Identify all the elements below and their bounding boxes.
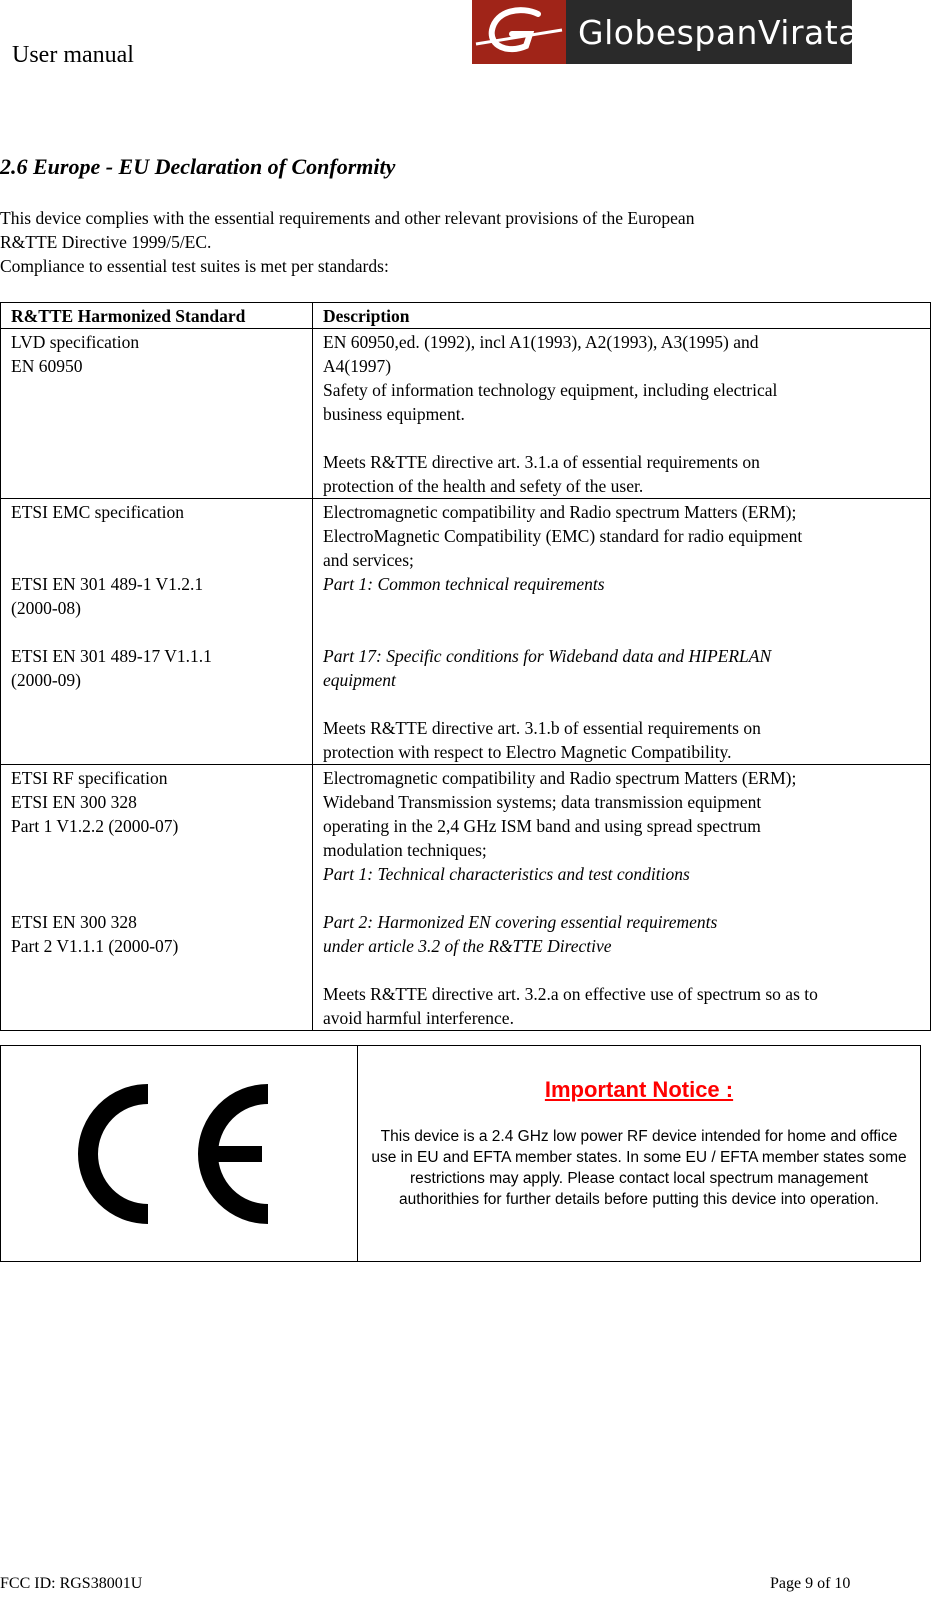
logo-swirl-icon <box>472 0 566 64</box>
important-notice-box <box>0 1045 921 1262</box>
standard-line: LVD specification <box>11 332 140 352</box>
column-header-standard: R&TTE Harmonized Standard <box>1 303 313 329</box>
footer-fcc-id: FCC ID: RGS38001U <box>0 1575 143 1592</box>
description-cell <box>313 329 931 499</box>
description-line: Wideband Transmission systems; data transmission equipment <box>323 792 762 812</box>
standard-cell <box>1 329 313 499</box>
description-line: Part 2: Harmonized EN covering essential requirements <box>323 912 718 932</box>
description-line: Part 1: Common technical requirements <box>323 574 605 594</box>
standard-line: ETSI EN 301 489-1 V1.2.1 <box>11 574 204 594</box>
standard-line: ETSI EN 300 328 <box>11 912 137 932</box>
description-line: avoid harmful interference. <box>323 1008 514 1028</box>
standard-line <box>11 620 302 644</box>
table-row <box>1 499 931 765</box>
description-line <box>323 958 920 982</box>
standard-line: Part 2 V1.1.1 (2000-07) <box>11 936 179 956</box>
description-line: ElectroMagnetic Compatibility (EMC) standard for radio equipment <box>323 526 803 546</box>
ce-mark-label: CE <box>179 1159 181 1161</box>
standard-line: (2000-09) <box>11 670 81 690</box>
document-header-title: User manual <box>12 42 134 68</box>
ce-mark-cell <box>1 1046 358 1261</box>
description-line <box>323 886 920 910</box>
standard-line <box>11 524 302 548</box>
section-heading: 2.6 Europe - EU Declaration of Conformity <box>0 154 396 179</box>
description-cell <box>313 499 931 765</box>
standard-line: ETSI EN 301 489-17 V1.1.1 <box>11 646 212 666</box>
description-line: protection of the health and sefety of the user. <box>323 476 644 496</box>
description-line: operating in the 2,4 GHz ISM band and using spread spectrum <box>323 816 761 836</box>
intro-line: This device complies with the essential requirements and other relevant provisions of the European <box>0 208 695 228</box>
standard-line <box>11 862 302 886</box>
notice-text-cell <box>358 1046 920 1261</box>
standard-line: ETSI EN 300 328 <box>11 792 137 812</box>
description-line: equipment <box>323 670 396 690</box>
description-line: Meets R&TTE directive art. 3.2.a on effective use of spectrum so as to <box>323 984 818 1004</box>
table-header-row <box>1 303 931 329</box>
description-line <box>323 426 920 450</box>
description-line <box>323 692 920 716</box>
description-line: and services; <box>323 550 414 570</box>
standards-table <box>0 302 931 1031</box>
standard-line <box>11 886 302 910</box>
description-line: Meets R&TTE directive art. 3.1.a of essential requirements on <box>323 452 760 472</box>
description-line: A4(1997) <box>323 356 392 376</box>
intro-paragraph <box>0 206 900 278</box>
standard-line: ETSI EMC specification <box>11 502 185 522</box>
notice-title: Important Notice : <box>544 1077 734 1102</box>
description-line: under article 3.2 of the R&TTE Directive <box>323 936 612 956</box>
description-line: Part 17: Specific conditions for Wideband data and HIPERLAN <box>323 646 772 666</box>
description-line: Electromagnetic compatibility and Radio spectrum Matters (ERM); <box>323 768 797 788</box>
description-line: protection with respect to Electro Magnetic Compatibility. <box>323 742 732 762</box>
standard-cell <box>1 765 313 1031</box>
description-line: EN 60950,ed. (1992), incl A1(1993), A2(1993), A3(1995) and <box>323 332 759 352</box>
description-line: Part 1: Technical characteristics and test conditions <box>323 864 690 884</box>
standard-line: EN 60950 <box>11 356 83 376</box>
table-row <box>1 765 931 1031</box>
footer-page-number: Page 9 of 10 <box>770 1575 851 1592</box>
logo-wordmark: GlobespanVirata <box>578 12 859 52</box>
standard-line: ETSI RF specification <box>11 768 168 788</box>
standard-line: Part 1 V1.2.2 (2000-07) <box>11 816 179 836</box>
description-cell <box>313 765 931 1031</box>
column-header-description: Description <box>313 303 931 329</box>
description-line: modulation techniques; <box>323 840 487 860</box>
table-row <box>1 329 931 499</box>
description-line: Electromagnetic compatibility and Radio spectrum Matters (ERM); <box>323 502 797 522</box>
description-line: Meets R&TTE directive art. 3.1.b of essential requirements on <box>323 718 761 738</box>
standard-line: (2000-08) <box>11 598 81 618</box>
ce-mark-icon <box>74 1080 284 1228</box>
description-line <box>323 620 920 644</box>
standard-cell <box>1 499 313 765</box>
company-logo <box>472 0 859 64</box>
standard-line <box>11 838 302 862</box>
description-line: business equipment. <box>323 404 465 424</box>
standard-line <box>11 548 302 572</box>
description-line: Safety of information technology equipment, including electrical <box>323 380 778 400</box>
notice-body: This device is a 2.4 GHz low power RF device intended for home and office use in EU and EFTA member states. In some EU / EFTA member states some restrictions may apply. Please contact local spectrum management authorithies for further details before putting this device into operation. <box>371 1128 907 1208</box>
intro-line: Compliance to essential test suites is met per standards: <box>0 256 389 276</box>
description-line <box>323 596 920 620</box>
intro-line: R&TTE Directive 1999/5/EC. <box>0 232 212 252</box>
